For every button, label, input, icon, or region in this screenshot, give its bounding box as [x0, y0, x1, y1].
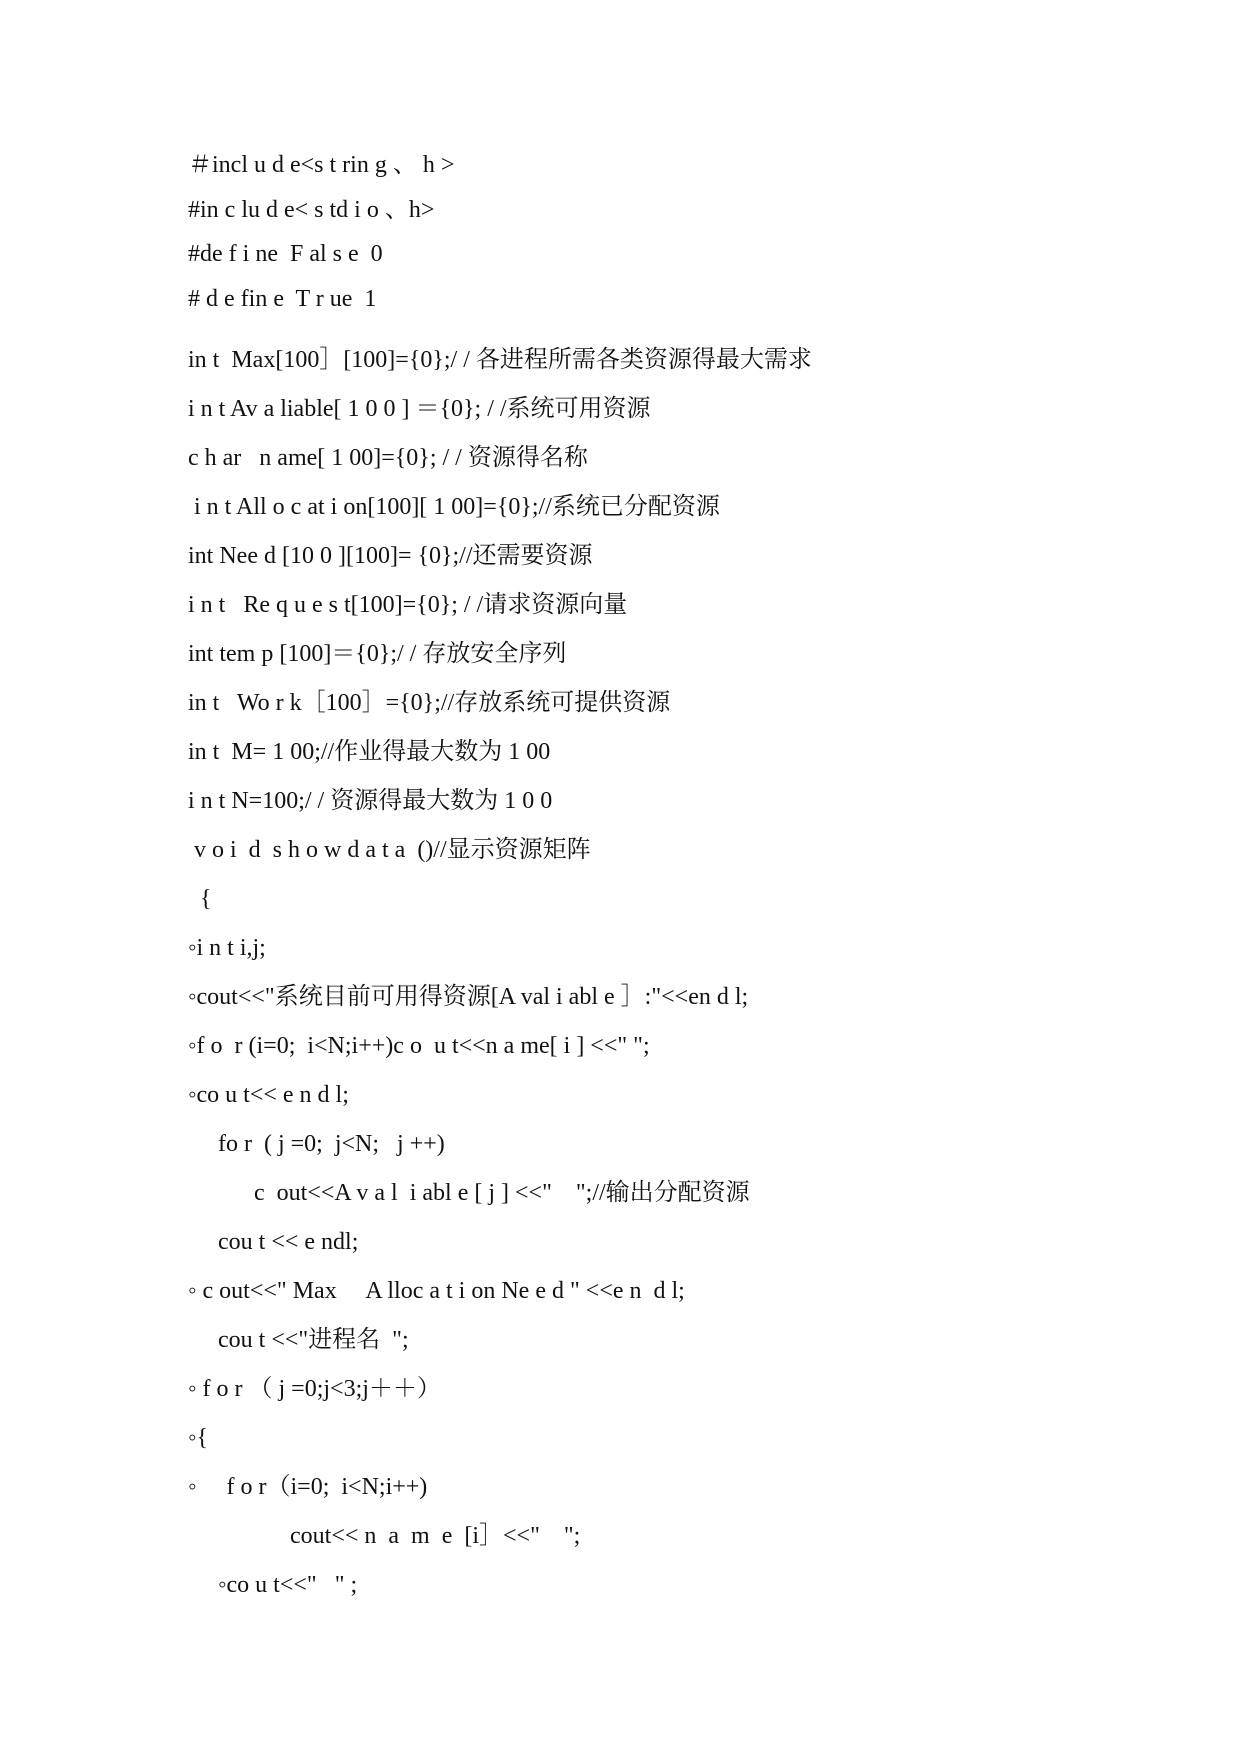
code-line-27: ◦{	[188, 1425, 209, 1451]
code-line-4: # d e fin e T r ue 1	[188, 286, 377, 312]
code-line-17: ◦i n t i,j;	[188, 935, 266, 961]
code-line-22: c out<<A v a l i abl e [ j ] <<" ";//输出分配资源	[188, 1180, 750, 1206]
code-line-1: ＃incl u d e<s t rin g 、 h >	[188, 152, 455, 178]
code-line-13: in t M= 1 00;//作业得最大数为 1 00	[188, 739, 551, 765]
code-line-12: in t Wo r k［100］={0};//存放系统可提供资源	[188, 690, 671, 716]
code-line-2: #in c lu d e< s td i o 、h>	[188, 197, 435, 223]
code-line-9: int Nee d [10 0 ][100]= {0};//还需要资源	[188, 543, 593, 569]
code-line-30: ◦co u t<<" " ;	[188, 1572, 358, 1598]
code-line-3: #de f i ne F al s e 0	[188, 241, 383, 267]
code-line-21: fo r ( j =0; j<N; j ++)	[188, 1131, 445, 1157]
code-line-8: i n t All o c at i on[100][ 1 00]={0};//系统已分配资源	[188, 494, 720, 520]
code-line-28: ◦ f o r（i=0; i<N;i++)	[188, 1474, 428, 1500]
code-line-16: {	[188, 886, 212, 912]
code-line-11: int tem p [100]＝{0};/ / 存放安全序列	[188, 641, 567, 667]
code-line-18: ◦cout<<"系统目前可用得资源[A val i abl e ］:"<<en d l;	[188, 984, 749, 1010]
code-line-24: ◦ c out<<" Max A lloc a t i on Ne e d " <<e n d l;	[188, 1278, 685, 1304]
code-line-10: i n t Re q u e s t[100]={0}; / /请求资源向量	[188, 592, 628, 618]
code-line-14: i n t N=100;/ / 资源得最大数为 1 0 0	[188, 788, 553, 814]
code-line-26: ◦ f o r （ j =0;j<3;j＋＋）	[188, 1376, 441, 1402]
code-line-5: in t Max[100］[100]={0};/ / 各进程所需各类资源得最大需求	[188, 347, 812, 373]
code-line-6: i n t Av a liable[ 1 0 0 ] ＝{0}; / /系统可用资源	[188, 396, 651, 422]
code-line-25: cou t <<"进程名 ";	[188, 1327, 409, 1353]
code-line-20: ◦co u t<< e n d l;	[188, 1082, 349, 1108]
code-line-15: v o i d s h o w d a t a ()//显示资源矩阵	[188, 837, 591, 863]
code-line-23: cou t << e ndl;	[188, 1229, 359, 1255]
code-line-29: cout<< n a m e [i］<<" ";	[188, 1523, 581, 1549]
code-line-7: c h ar n ame[ 1 00]={0}; / / 资源得名称	[188, 445, 588, 471]
code-line-19: ◦f o r (i=0; i<N;i++)c o u t<<n a me[ i ] <<" ";	[188, 1033, 650, 1059]
